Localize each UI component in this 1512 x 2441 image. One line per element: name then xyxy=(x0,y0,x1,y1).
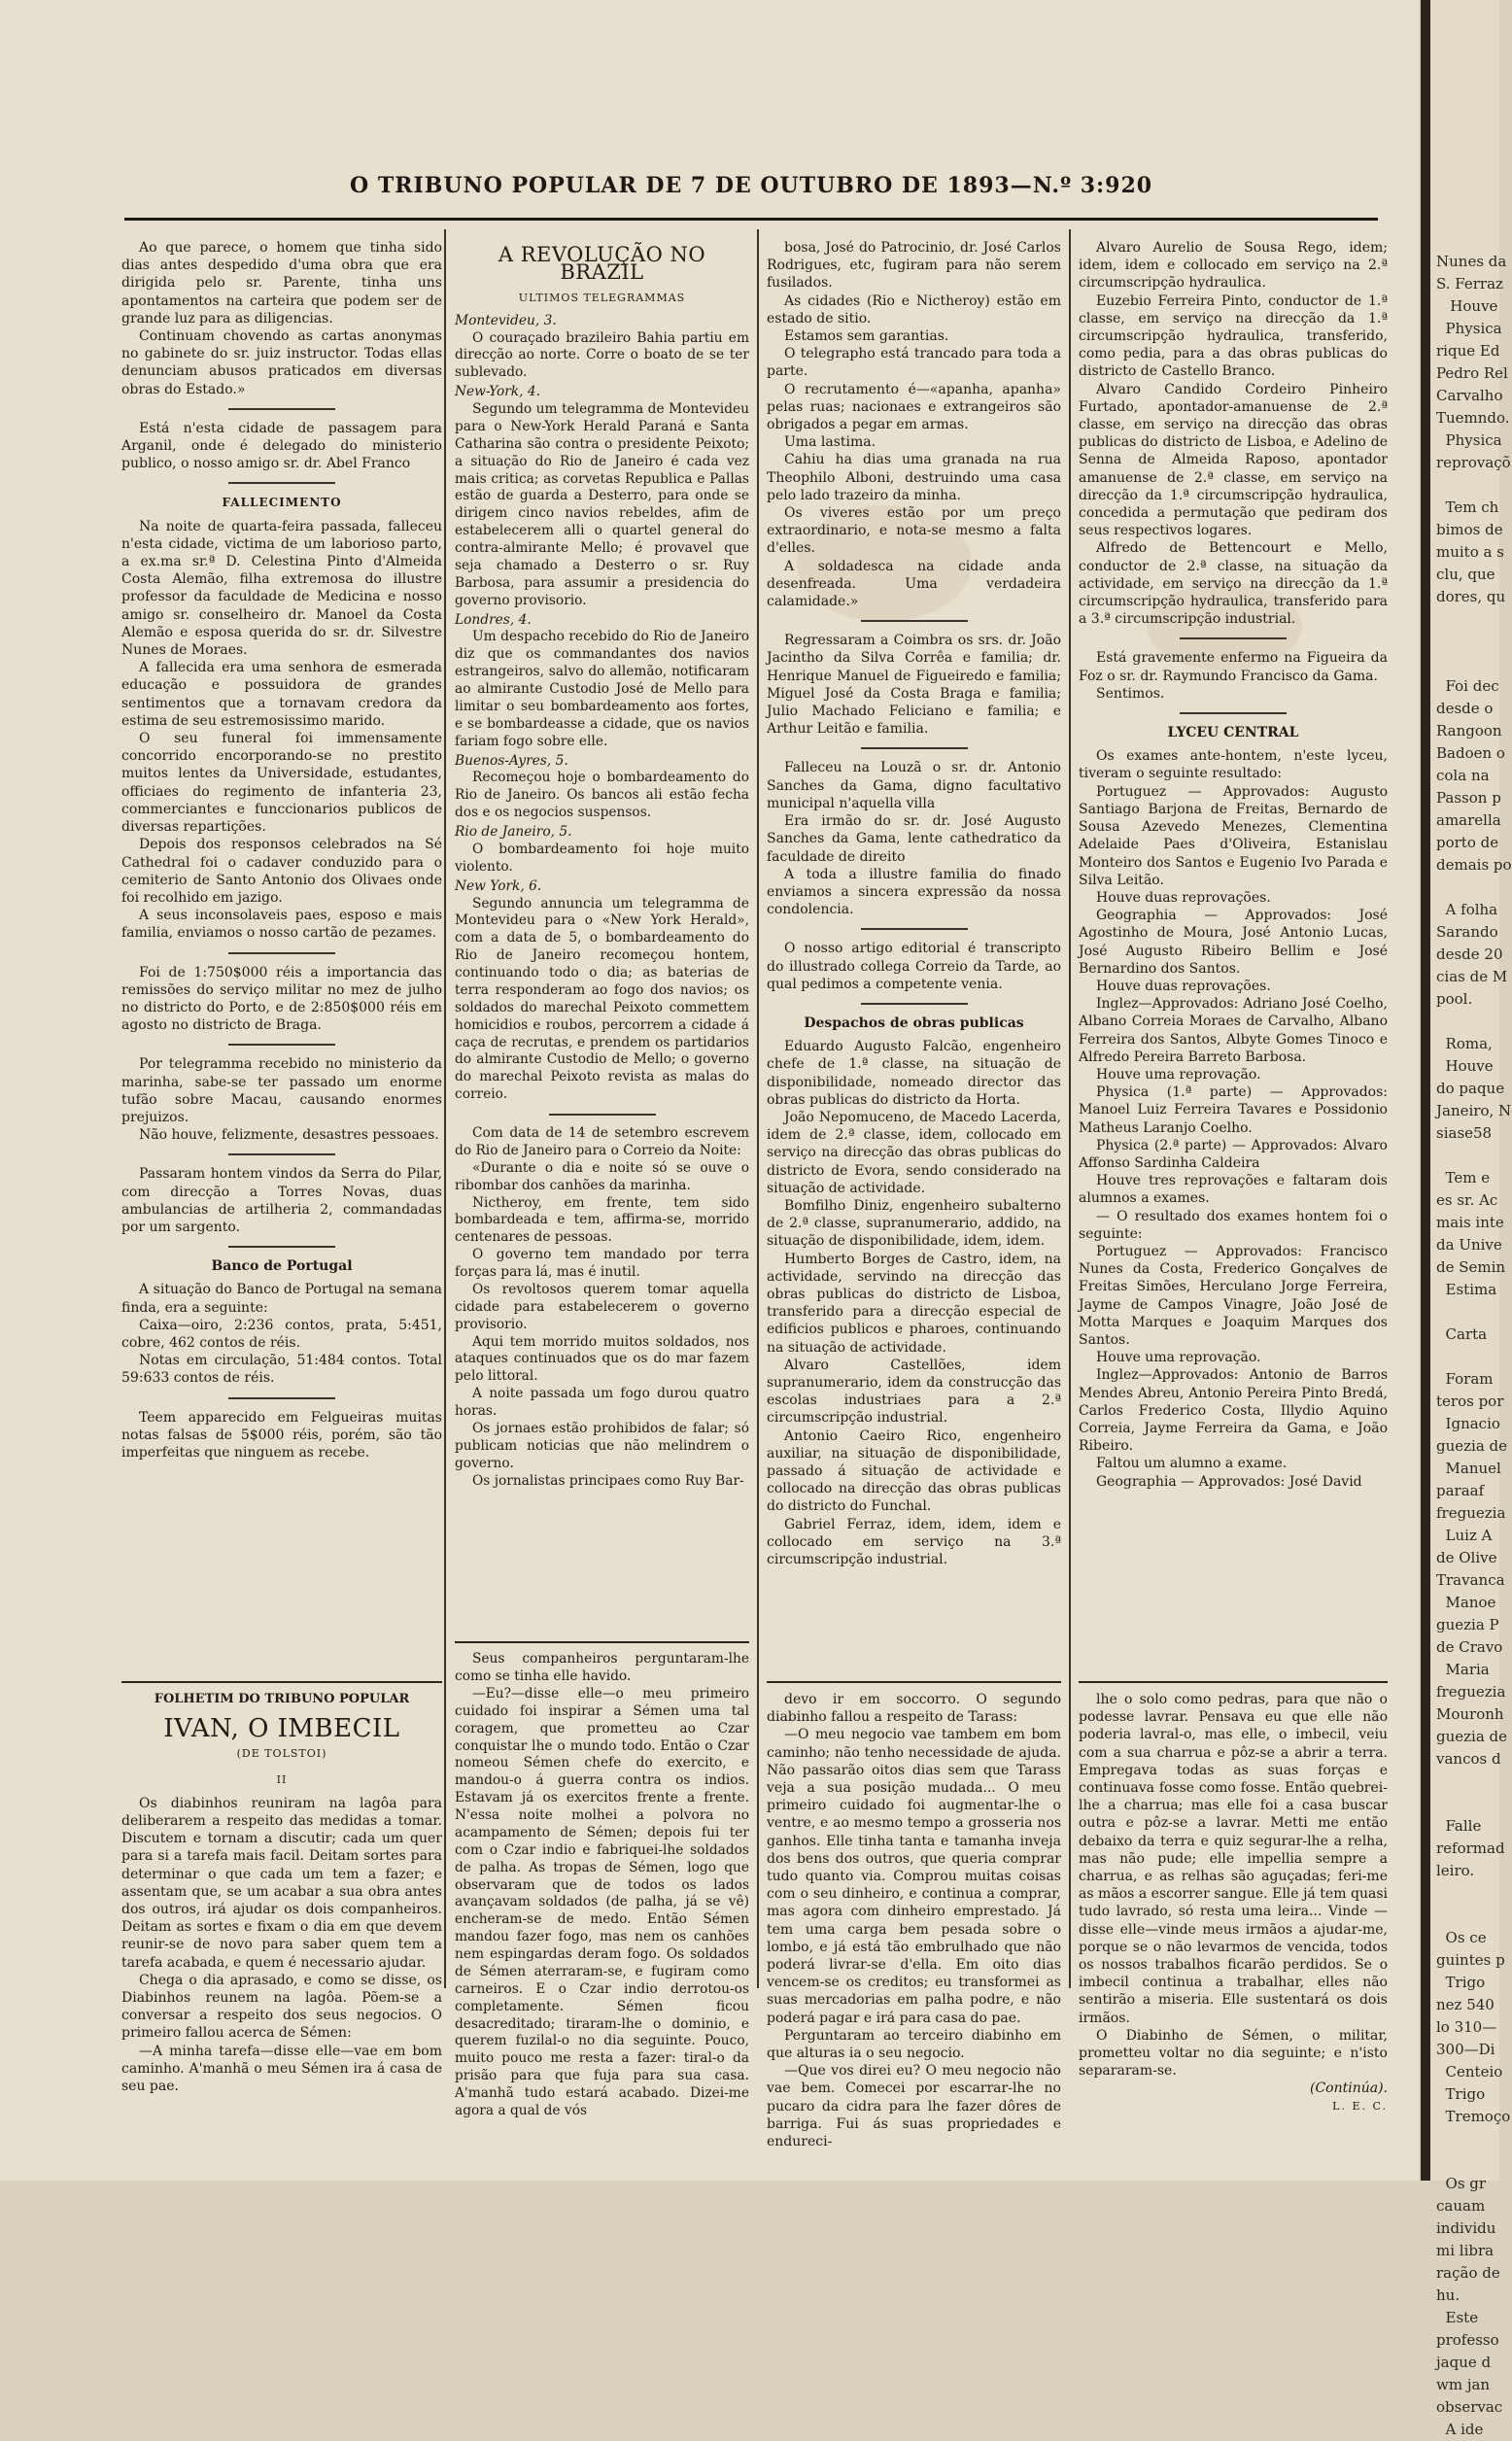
paragraph: Nictheroy, em frente, tem sido bombardeada e tem, affirma-se, morrido centenares de pessoas. xyxy=(455,1194,749,1246)
paragraph: Inglez—Approvados: Adriano José Coelho, Albano Correia Moraes de Carvalho, Albano Ferreira dos Santos, Albyte Gomes Tinoco e Alfredo Pereira Barreto Barbosa. xyxy=(1079,996,1388,1065)
paragraph: Os exames ante-hontem, n'este lyceu, tiveram o seguinte resultado: xyxy=(1079,748,1388,782)
paragraph: Antonio Caeiro Rico, engenheiro auxiliar, na situação de disponibilidade, passado á situação de actividade e collocado na direcção das obras publicas do districto do Funchal. xyxy=(767,1427,1061,1515)
paragraph: Houve tres reprovações e faltaram dois alumnos a exames. xyxy=(1079,1173,1388,1207)
paragraph: Os jornaes estão prohibidos de falar; só publicam noticias que não melindrem o governo. xyxy=(455,1420,749,1471)
item-separator xyxy=(228,1397,335,1399)
telegram-dateline: Rio de Janeiro, 5. xyxy=(455,824,572,840)
column-2 xyxy=(455,239,749,2120)
paragraph: Continuam chovendo as cartas anonymas no gabinete do sr. juiz instructor. Todas ellas denunciam abusos praticados em diversas obras do Estado.» xyxy=(121,328,442,397)
serial-title: IVAN, O IMBECIL xyxy=(163,1714,400,1744)
binding-gutter xyxy=(1421,0,1430,2181)
column-1 xyxy=(121,239,442,2095)
paragraph: Portuguez — Approvados: Augusto Santiago Barjona de Freitas, Bernardo de Sousa Azevedo Menezes, Clementina Adelaide Paes d'Oliveira, Estanislau Monteiro dos Santos e Eugenio Ivo Parada e Silva Leitão. xyxy=(1079,783,1388,888)
paragraph: A situação do Banco de Portugal na semana finda, era a seguinte: xyxy=(121,1282,442,1316)
paragraph: Cahiu ha dias uma granada na rua Theophilo Alboni, destruindo uma casa pelo lado trazeiro da minha. xyxy=(767,452,1061,503)
paragraph: Bomfilho Diniz, engenheiro subalterno de 2.ª classe, supranumerario, addido, na situação de disponibilidade, idem, idem. xyxy=(767,1197,1061,1250)
item-separator xyxy=(861,928,968,930)
paragraph: A noite passada um fogo durou quatro horas. xyxy=(455,1386,749,1419)
telegram-dateline: Londres, 4. xyxy=(455,611,532,628)
paragraph: Passaram hontem vindos da Serra do Pilar, com direcção a Torres Novas, duas ambulancias de artilheria 2, commandadas por um sargento. xyxy=(121,1166,442,1235)
article-title: A REVOLUÇÃO NO BRAZIL xyxy=(498,243,706,284)
section-heading: Banco de Portugal xyxy=(211,1258,353,1275)
paragraph: Seus companheiros perguntaram-lhe como se tinha elle havido. xyxy=(455,1651,749,1685)
paragraph: Por telegramma recebido no ministerio da marinha, sabe-se ter passado um enorme tufão sobre Macau, causando enormes prejuizos. xyxy=(121,1056,442,1125)
paragraph: Physica (1.ª parte) — Approvados: Manoel Luiz Ferreira Tavares e Possidonio Matheus Laranjo Coelho. xyxy=(1079,1084,1388,1136)
paragraph: Era irmão do sr. dr. José Augusto Sanches da Gama, lente cathedratico da faculdade de direito xyxy=(767,813,1061,865)
paragraph: Foi de 1:750$000 réis a importancia das remissões do serviço militar no mez de julho no districto do Porto, e de 2:850$000 réis em agosto no districto de Braga. xyxy=(121,964,442,1034)
paragraph: bosa, José do Patrocinio, dr. José Carlos Rodrigues, etc, fugiram para não serem fusilados. xyxy=(767,240,1061,292)
paragraph: O Diabinho de Sémen, o militar, prometteu voltar no dia seguinte; e n'isto separaram-se. xyxy=(1079,2027,1388,2080)
item-separator xyxy=(228,1044,335,1046)
item-separator xyxy=(228,952,335,954)
paragraph: Gabriel Ferraz, idem, idem, idem e collocado em serviço na 3.ª circumscripção industrial. xyxy=(767,1516,1061,1568)
paragraph: Os revoltosos querem tomar aquella cidade para estabelecerem o governo provisorio. xyxy=(455,1281,749,1332)
paragraph: Teem apparecido em Felgueiras muitas notas falsas de 5$000 réis, porém, são tão imperfeitas que ninguem as recebe. xyxy=(121,1409,442,1461)
paragraph: O bombardeamento foi hoje muito violento. xyxy=(455,841,749,875)
telegram-dateline: New York, 6. xyxy=(455,877,542,894)
paragraph: Notas em circulação, 51:484 contos. Total 59:633 contos de réis. xyxy=(121,1353,442,1387)
paragraph: Caixa—oiro, 2:236 contos, prata, 5:451, cobre, 462 contos de réis. xyxy=(121,1317,442,1351)
paragraph: Geographia — Approvados: José David xyxy=(1096,1473,1362,1490)
page-masthead: O TRIBUNO POPULAR DE 7 DE OUTUBRO DE 1893—N.º 3:920 xyxy=(350,173,1153,198)
paragraph: O couraçado brazileiro Bahia partiu em direcção ao norte. Corre o boato de se ter sublevado. xyxy=(455,329,749,381)
paragraph: Uma lastima. xyxy=(784,434,876,451)
paragraph: Estamos sem garantias. xyxy=(784,328,949,345)
item-separator xyxy=(228,1153,335,1155)
paragraph: Na noite de quarta-feira passada, falleceu n'esta cidade, victima de um laborioso parto, a ex.ma sr.ª D. Celestina Pinto d'Almeida Costa Alemão, filha extremosa do illustre professor da faculdade de Medicina e nosso amigo sr. conselheiro dr. Manoel da Costa Alemão e esposa querida do sr. dr. Silvestre Nunes de Moraes. xyxy=(121,518,442,659)
paragraph: Falleceu na Louzã o sr. dr. Antonio Sanches da Gama, digno facultativo municipal n'aquella villa xyxy=(767,760,1061,811)
paragraph: O seu funeral foi immensamente concorrido encorporando-se no prestito muitos lentes da Universidade, estudantes, officiaes do regimento de infanteria 23, commerciantes e funccionarios publicos de diversas repartições. xyxy=(121,731,442,836)
paragraph: Alvaro Castellões, idem supranumerario, idem da construcção das escolas industriaes para a 2.ª circumscripção industrial. xyxy=(767,1357,1061,1427)
subheading: II xyxy=(276,1772,288,1786)
item-separator xyxy=(228,1246,335,1248)
paragraph: Houve uma reprovação. xyxy=(1096,1066,1261,1083)
paragraph: O telegrapho está trancado para toda a parte. xyxy=(767,346,1061,380)
paragraph: Physica (2.ª parte) — Approvados: Alvaro Affonso Sardinha Caldeira xyxy=(1079,1137,1388,1171)
paragraph: Segundo annuncia um telegramma de Montevideu para o «New York Herald», com a data de 5, o bombardeamento do Rio de Janeiro recomeçou hontem, continuando todo o dia; as baterias de terra responderam ao fogo dos navios; os soldados do marechal Peixoto commettem homicidios e roubos, percorrem a cidade á caça de recrutas, e prendem os partidarios do almirante Custodio de Mello; o governo do marechal Peixoto revista as malas do correio. xyxy=(455,895,749,1103)
section-heading: Despachos de obras publicas xyxy=(804,1014,1024,1031)
item-separator xyxy=(861,1003,968,1005)
section-heading: FALLECIMENTO xyxy=(222,496,342,510)
paragraph: Houve duas reprovações. xyxy=(1096,889,1271,906)
paragraph: A toda a illustre familia do finado enviamos a sincera expressão da nossa condolencia. xyxy=(767,866,1061,918)
telegram-dateline: Buenos-Ayres, 5. xyxy=(455,752,568,769)
paragraph: Portuguez — Approvados: Francisco Nunes da Costa, Frederico Gonçalves de Freitas Simões, Herculano Jorge Ferreira, Jayme de Campos Vinagre, João José de Motta Marques e Joaquim Marques dos Santos. xyxy=(1079,1243,1388,1348)
subheading: ULTIMOS TELEGRAMMAS xyxy=(518,291,686,304)
paragraph: Está n'esta cidade de passagem para Arganil, onde é delegado do ministerio publico, o nosso amigo sr. dr. Abel Franco xyxy=(121,420,442,472)
item-separator xyxy=(861,620,968,622)
paragraph: Ao que parece, o homem que tinha sido dias antes despedido d'uma obra que era dirigida pelo sr. Parente, tinha uns apontamentos na carteira que podem ser de grande luz para as diligencias. xyxy=(121,240,442,327)
paragraph: Eduardo Augusto Falcão, engenheiro chefe de 1.ª classe, na situação de disponibilidade, nomeado director das obras publicas do districto da Horta. xyxy=(767,1039,1061,1108)
paragraph: Chega o dia aprasado, e como se disse, os Diabinhos reunem na lagôa. Põem-se a conversar a respeito dos seus negocios. O primeiro fallou acerca de Sémen: xyxy=(121,1972,442,2042)
item-separator xyxy=(549,1114,656,1116)
folhetim-rule xyxy=(1079,1681,1388,1683)
paragraph: lhe o solo como pedras, para que não o podesse lavrar. Pensava eu que elle não poderia lavral-o, mas elle, o imbecil, veiu com a sua charrua e pôz-se a abrir a terra. Empregava todas as suas forças e continuava fosse como fosse. Então quebrei-lhe a charrua; mas elle foi a casa buscar outra e pôz-se a lavrar. Metti me então debaixo da terra e quiz segurar-lhe a relha, mas não pude; elle impellia sempre a charrua, e as relhas são aguçadas; feri-me as mãos a escorrer sangue. Elle já tem quasi tudo lavrado, só resta uma leira... Vinde —disse elle—vinde meus irmãos a ajudar-me, porque se o não levarmos de vencida, todos os nossos trabalhos ficarão perdidos. Se o imbecil continua a trabalhar, elles não sentirão a miseria. Elle sustentará os dois irmãos. xyxy=(1079,1692,1388,2026)
telegram-dateline: New-York, 4. xyxy=(455,384,540,400)
item-separator xyxy=(228,482,335,484)
paragraph: Segundo um telegramma de Montevideu para o New-York Herald Paraná e Santa Catharina são contra o presidente Peixoto; a situação do Rio de Janeiro é cada vez mais critica; as corvetas Republica e Pallas estão de guarda a Desterro, para onde se dirigem cinco navios rebeldes, afim de estabelecerem alli o quartel general do contra-almirante Mello; é provavel que seja chamado a Desterro o sr. Ruy Barbosa, para assumir a presidencia do governo provisorio. xyxy=(455,401,749,608)
paragraph: —Que vos direi eu? O meu negocio não vae bem. Comecei por escarrar-lhe no pucaro da cidra para lhe fazer dôres de barriga. Fui ás suas propriedades e endureci- xyxy=(767,2063,1061,2150)
paragraph: Alvaro Candido Cordeiro Pinheiro Furtado, apontador-amanuense de 2.ª classe, em serviço na direcção das obras publicas do districto de Lisboa, e Adelino de Senna de Almeida Raposo, apontador amanuense de 2.ª classe, em serviço na direcção da 1.ª circumscripção hydraulica, concedida a permutação que pediram dos seus respectivos logares. xyxy=(1079,381,1388,539)
paragraph: A fallecida era uma senhora de esmerada educação e possuidora de grandes sentimentos que a tornavam credora da estima de seu estremosissimo marido. xyxy=(121,660,442,729)
paragraph: Depois dos responsos celebrados na Sé Cathedral foi o cadaver conduzido para o cemiterio de Santo Antonio dos Olivaes onde foi recolhido em jazigo. xyxy=(121,837,442,906)
paragraph: Recomeçou hoje o bombardeamento do Rio de Janeiro. Os bancos ali estão fecha dos e os negocios suspensos. xyxy=(455,770,749,821)
paragraph: A seus inconsolaveis paes, esposo e mais familia, enviamos o nosso cartão de pezames. xyxy=(121,908,442,942)
item-separator xyxy=(861,747,968,749)
masthead-rule xyxy=(124,218,1378,221)
paragraph: O governo tem mandado por terra forças para lá, mas é inutil. xyxy=(455,1247,749,1280)
paragraph: A soldadesca na cidade anda desenfreada. Uma verdadeira calamidade.» xyxy=(767,558,1061,610)
folhetim-rule xyxy=(455,1641,749,1643)
item-separator xyxy=(1180,712,1287,714)
paragraph: Com data de 14 de setembro escrevem do Rio de Janeiro para o Correio da Noite: xyxy=(455,1125,749,1158)
paragraph: Aqui tem morrido muitos soldados, nos ataques continuados que os do mar fazem pelo littoral. xyxy=(455,1333,749,1385)
adjacent-page-edge xyxy=(1430,0,1512,2438)
subheading: (DE TOLSTOI) xyxy=(236,1747,327,1761)
paragraph: Os jornalistas principaes como Ruy Bar- xyxy=(472,1472,744,1489)
paragraph: Faltou um alumno a exame. xyxy=(1096,1456,1288,1472)
paragraph: Os diabinhos reuniram na lagôa para deliberarem a respeito das medidas a tomar. Discutem e tornam a discutir; cada um quer para si a tarefa mais facil. Deitam sortes para determinar o que cada um tem a fazer; e assentam que, se um acabar a sua obra antes dos outros, irá ajudar os dois companheiros. Deitam as sortes e fixam o dia em que devem reunir-se de novo para saber quem tem a tarefa acabada, e quem é necessario ajudar. xyxy=(121,1795,442,1971)
paragraph: Um despacho recebido do Rio de Janeiro diz que os commandantes dos navios estrangeiros, salvo do allemão, notificaram ao almirante Custodio José de Mello para limitar o seu bombardeamento aos fortes, e se bombardeasse a cidade, que os navios fariam fogo sobre elle. xyxy=(455,629,749,749)
paragraph: Euzebio Ferreira Pinto, conductor de 1.ª classe, em serviço na direcção da 1.ª circumscripção hydraulica, transferido, como pedia, para a das obras publicas do districto de Castello Branco. xyxy=(1079,292,1388,380)
column-divider xyxy=(1069,229,1071,1988)
paragraph: —O meu negocio vae tambem em bom caminho; não tenho necessidade de ajuda. Não passarão oitos dias sem que Tarass veja a sua posição mudada... O meu primeiro cuidado foi augmentar-lhe o ventre, e ao mesmo tempo a grosseria nos ganhos. Elle tinha tanta e tamanha inveja dos bens dos outros, que queria comprar tudo quanto via. Comprou muitas coisas com o seu dinheiro, e continua a comprar, mas agora com dinheiro emprestado. Já tem uma carga bem pesada sobre o lombo, e já está tão embrulhado que não poderá livrar-se d'ella. Em oito dias vencem-se os creditos; eu transformei as suas mercadorias em palha podre, e não poderá pagar e irá para casa do pae. xyxy=(767,1727,1061,2026)
continuation-note: (Continúa). xyxy=(1309,2080,1388,2097)
folhetim-rule xyxy=(767,1681,1061,1683)
paragraph: Inglez—Approvados: Antonio de Barros Mendes Abreu, Antonio Pereira Pinto Bredá, Carlos Frederico Costa, Illydio Aquino Correia, Jayme Ferreira da Gama, e João Ribeiro. xyxy=(1079,1367,1388,1455)
paragraph: «Durante o dia e noite só se ouve o ribombar dos canhões da marinha. xyxy=(455,1159,749,1193)
paragraph: Está gravemente enfermo na Figueira da Foz o sr. dr. Raymundo Francisco da Gama. xyxy=(1079,650,1388,684)
paragraph: Regressaram a Coimbra os srs. dr. João Jacintho da Silva Corrêa e familia; dr. Henrique Manuel de Figueiredo e familia; Miguel José da Costa Braga e familia; Julio Machado Feliciano e familia; e Arthur Leitão e familia. xyxy=(767,633,1061,738)
item-separator xyxy=(1180,637,1287,639)
paragraph: O nosso artigo editorial é transcripto do illustrado collega Correio da Tarde, ao qual pedimos a competente venia. xyxy=(767,941,1061,992)
paragraph: Houve duas reprovações. xyxy=(1096,978,1271,994)
paragraph: Houve uma reprovação. xyxy=(1096,1350,1261,1366)
paragraph: Sentimos. xyxy=(1096,685,1165,702)
paragraph: —Eu?—disse elle—o meu primeiro cuidado foi inspirar a Sémen uma tal coragem, que prometteu ao Czar conquistar lhe o mundo todo. Então o Czar nomeou Sémen chefe do exercito, e mandou-o á guerra contra os indios. Estavam já os exercitos frente a frente. N'essa noite molhei a polvora no acampamento de Sémen; depois fui ter com o Czar indio e fabriquei-lhe soldados de palha. As tropas de Sémen, logo que observaram que de todos os lados avançavam soldados (de palha, já se vê) encheram-se de medo. Então Sémen mandou fazer fogo, mas nem os canhões nem espingardas deram fogo. Os soldados de Sémen aterraram-se, e fugiram como carneiros. E o Czar indio derrotou-os completamente. Sémen ficou desacreditado; tiraram-lhe o dominio, e querem fuzilal-o no dia seguinte. Pouco, muito pouco me resta a fazer: tiral-o da prisão para que fuja para sua casa. A'manhã tudo estará acabado. Dizei-me agora a qual de vós xyxy=(455,1685,749,2118)
column-4 xyxy=(1079,239,1388,2115)
item-separator xyxy=(228,408,335,410)
paragraph: Não houve, felizmente, desastres pessoaes. xyxy=(139,1127,439,1144)
author-initials: L. E. C. xyxy=(1332,2099,1388,2113)
paragraph: Humberto Borges de Castro, idem, na actividade, servindo na direcção das obras publicas do districto de Lisboa, transferido para a direcção especial de edificios publicos e pharoes, continuando na situação de actividade. xyxy=(767,1251,1061,1356)
adjacent-page-text: Nunes da S. Ferraz Houve Physica rique Ed Pedro Rel Carvalho Tuemndo. Physica reprovaçõ Tem ch bimos de muito a s clu, que dores, qu Foi dec desde o Rangoon Badoen o cola na Passon p amarella porto de demais po A folha Sarando desde 20 cias de M pool. Roma, Houve do paque Janeiro, N siase58 Tem e es sr. Ac mais inte da Unive de Semin Estima Carta Foram teros por Ignacio guezia de Manuel paraaf freguezia Luiz A de Olive Travanca Manoe guezia P de Cravo Maria freguezia Mouronh guezia de vancos d Falle reformad leiro. Os ce guintes p Trigo nez 540 lo 310— 300—Di Centeio Trigo Tremoço Os gr cauam individu mi libra ração de hu. Este professo jaque d wm jan observac A ide xyxy=(1436,253,1512,2438)
paragraph: — O resultado dos exames hontem foi o seguinte: xyxy=(1079,1208,1388,1242)
paragraph: João Nepomuceno, de Macedo Lacerda, idem de 2.ª classe, idem, collocado em serviço na direcção das obras publicas do districto de Evora, sendo considerado na situação de actividade. xyxy=(767,1109,1061,1196)
paragraph: devo ir em soccorro. O segundo diabinho fallou a respeito de Tarass: xyxy=(767,1692,1061,1726)
folhetim-rule xyxy=(121,1681,442,1683)
folhetim-header: FOLHETIM DO TRIBUNO POPULAR xyxy=(154,1692,410,1706)
column-divider xyxy=(757,229,759,1988)
telegram-dateline: Montevideu, 3. xyxy=(455,312,557,328)
paragraph: O recrutamento é—«apanha, apanha» pelas ruas; nacionaes e extrangeiros são obrigados a pegar em armas. xyxy=(767,381,1061,433)
paragraph: —A minha tarefa—disse elle—vae em bom caminho. A'manhã o meu Sémen ira á casa de seu pae. xyxy=(121,2043,442,2095)
paragraph: Perguntaram ao terceiro diabinho em que alturas ia o seu negocio. xyxy=(767,2027,1061,2062)
paragraph: Alvaro Aurelio de Sousa Rego, idem; idem, idem e collocado em serviço na 2.ª circumscripção hydraulica. xyxy=(1079,240,1388,292)
column-divider xyxy=(444,229,446,1988)
paragraph: Geographia — Approvados: José Agostinho de Moura, José Antonio Lucas, José Augusto Ribeiro Bellim e José Bernardino dos Santos. xyxy=(1079,908,1388,977)
column-3 xyxy=(767,239,1061,2150)
section-heading: LYCEU CENTRAL xyxy=(1167,725,1299,741)
paragraph: As cidades (Rio e Nictheroy) estão em estado de sitio. xyxy=(767,292,1061,327)
paragraph: Alfredo de Bettencourt e Mello, conductor de 2.ª classe, na situação da actividade, em serviço na direcção da 1.ª circumscripção hydraulica, transferido para a 3.ª circumscripção industrial. xyxy=(1079,540,1388,628)
paragraph: Os viveres estão por um preço extraordinario, e nota-se mesmo a falta d'elles. xyxy=(767,505,1061,557)
